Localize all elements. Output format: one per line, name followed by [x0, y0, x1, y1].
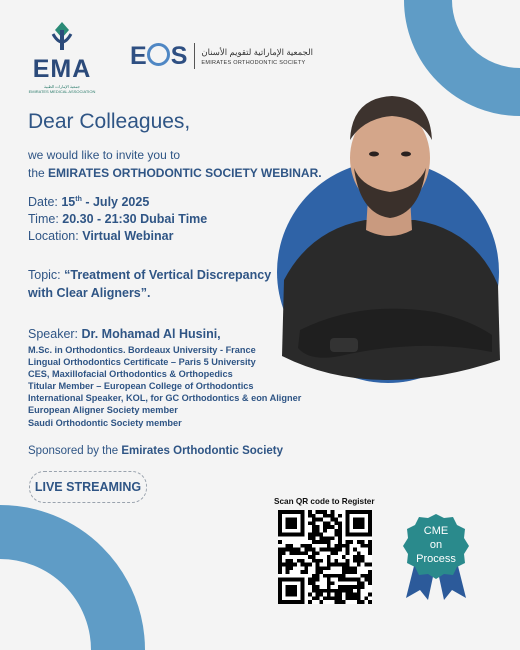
eos-name-ar: الجمعية الإماراتية لتقويم الأسنان: [201, 46, 313, 57]
ema-sub-en: EMIRATES MEDICAL ASSOCIATION: [28, 89, 96, 94]
cme-line-3: Process: [416, 553, 456, 565]
credential-item: Lingual Orthodontics Certificate – Paris 5 University: [28, 357, 256, 368]
location-label: Location:: [28, 229, 83, 243]
topic-line-1: “Treatment of Vertical Discrepancy: [64, 268, 272, 282]
live-streaming-badge[interactable]: LIVE STREAMING: [29, 471, 147, 503]
date-day: 15: [61, 195, 76, 209]
eos-text: [201, 47, 313, 66]
sponsor-name: Emirates Orthodontic Society: [121, 445, 284, 457]
time-value: 20.30 - 21:30 Dubai Time: [62, 212, 208, 226]
credential-item: International Speaker, KOL, for GC Orthodontics & eon Aligner: [28, 393, 302, 404]
eos-logo: [130, 40, 313, 72]
eos-divider: [194, 43, 195, 69]
sponsor-line: [28, 445, 283, 457]
eos-name-en: EMIRATES ORTHODONTIC SOCIETY: [201, 59, 306, 66]
date-label: Date:: [28, 195, 62, 209]
speaker-credentials: [28, 344, 301, 429]
ema-logo: [26, 20, 98, 92]
ema-wordmark: EMA: [32, 55, 92, 83]
location-line: [28, 229, 173, 243]
invite-line-2: [28, 166, 322, 180]
credential-item: Titular Member – European College of Orthodontics: [28, 381, 254, 392]
credential-item: M.Sc. in Orthodontics. Bordeaux University - France: [28, 345, 256, 355]
credential-item: Saudi Orthodontic Society member: [28, 417, 182, 428]
time-label: Time:: [28, 212, 63, 226]
sponsor-prefix: Sponsored by the: [28, 445, 122, 457]
credential-item: CES, Maxillofacial Orthodontics & Orthopedics: [28, 369, 233, 380]
date-rest: - July 2025: [81, 195, 150, 209]
speaker-name: Dr. Mohamad Al Husini,: [81, 327, 221, 341]
cme-line-2: on: [429, 539, 443, 551]
topic: [28, 266, 288, 302]
scan-qr-label: Scan QR code to Register: [274, 497, 375, 506]
speaker-portrait: [270, 80, 510, 390]
location-value: Virtual Webinar: [82, 229, 174, 243]
topic-label: Topic:: [28, 268, 65, 282]
invite-line-2-prefix: the: [28, 166, 49, 180]
cme-line-1: CME: [423, 525, 449, 537]
speaker-label: Speaker:: [28, 327, 82, 341]
webinar-name: EMIRATES ORTHODONTIC SOCIETY WEBINAR.: [48, 166, 322, 180]
time-line: [28, 212, 207, 226]
ema-emblem-icon: [45, 20, 79, 54]
speaker-line: [28, 327, 221, 341]
topic-line-2: with Clear Aligners”.: [28, 286, 151, 300]
ema-sub-ar: جمعية الإمارات الطبية: [43, 84, 81, 89]
eos-wordmark-icon: E S: [130, 41, 187, 70]
invite-line-1: we would like to invite you to: [28, 148, 181, 162]
greeting-heading: Dear Colleagues,: [28, 110, 191, 133]
date-line: [28, 195, 149, 209]
date-sup: th: [75, 195, 82, 203]
registration-qr-code[interactable]: [278, 510, 372, 604]
cme-badge-icon: [400, 512, 472, 602]
credential-item: European Aligner Society member: [28, 405, 178, 416]
